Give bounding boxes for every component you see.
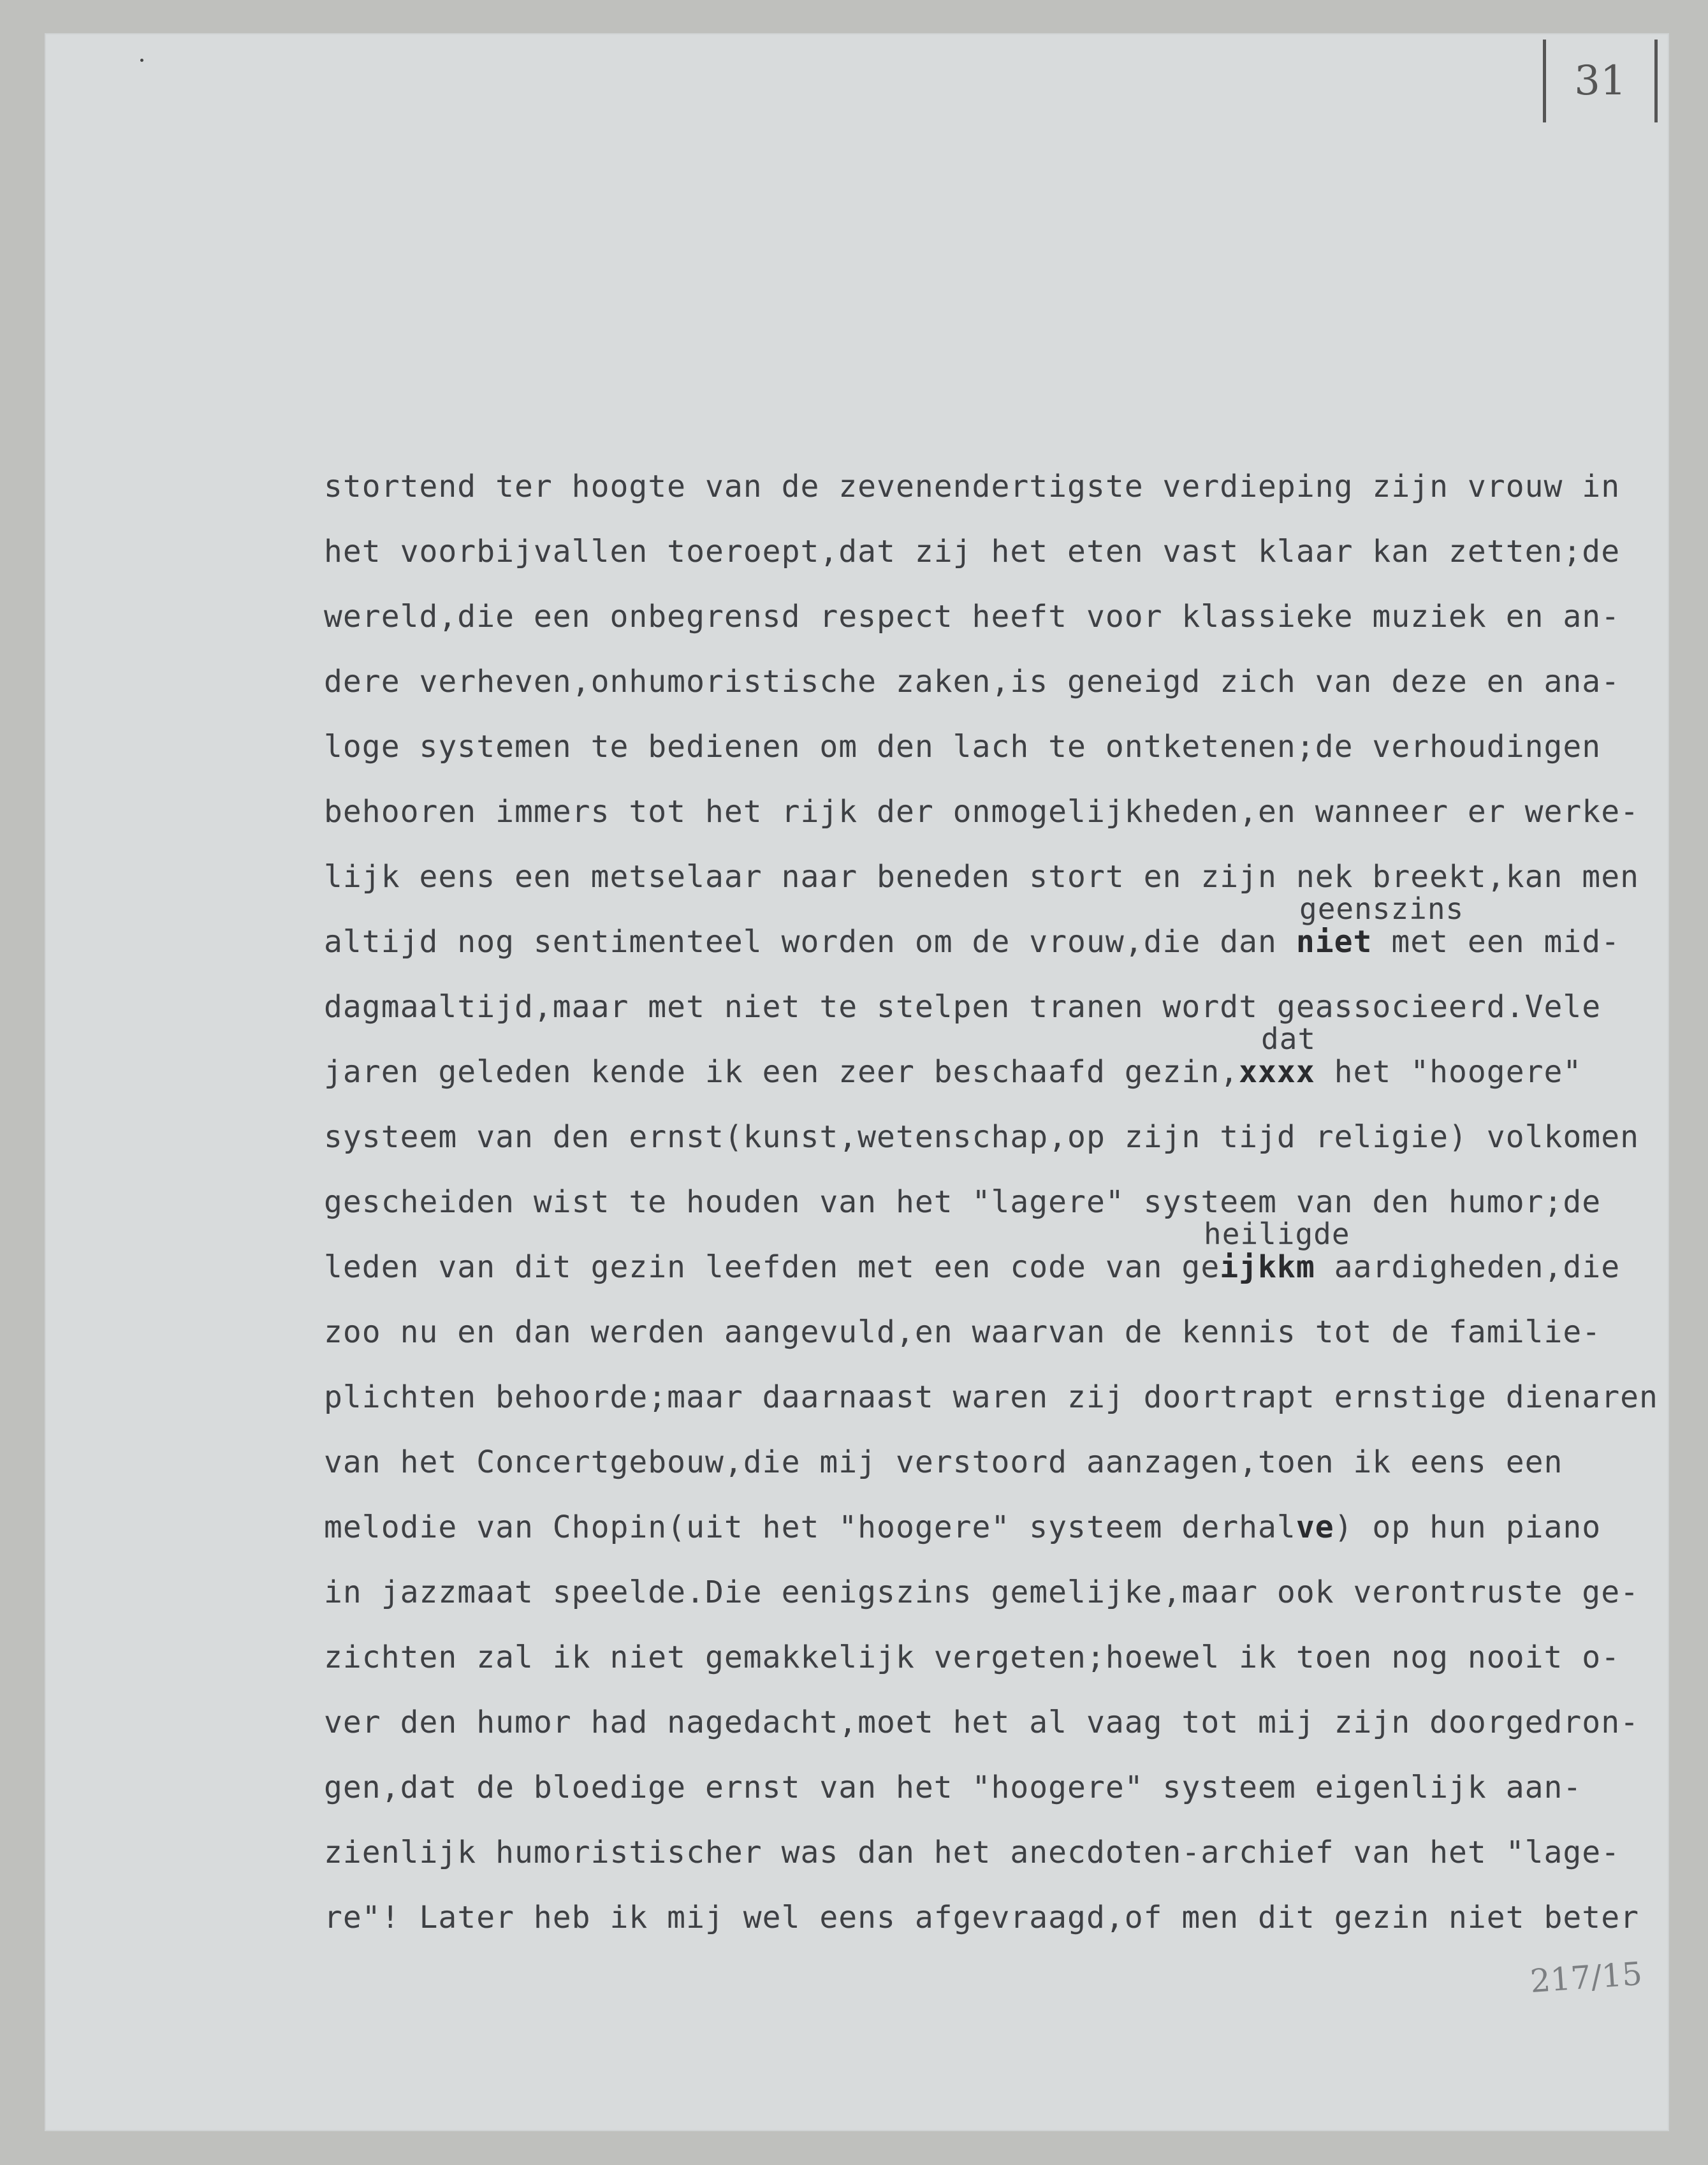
line-text: ) op hun piano	[1334, 1509, 1602, 1545]
inserted-correction: heiligde	[1204, 1217, 1350, 1251]
line-text: van het Concertgebouw,die mij verstoord aanzagen,toen ik eens een	[324, 1444, 1563, 1480]
line-text: loge systemen te bedienen om den lach te ontketenen;de verhoudingen	[324, 729, 1602, 765]
line-text: altijd nog sentimenteel worden om de vrouw,die dan	[324, 924, 1296, 960]
line-text: zichten zal ik niet gemakkelijk vergeten;hoewel ik toen nog nooit o-	[324, 1640, 1621, 1675]
inserted-correction: geenszins	[1299, 892, 1464, 926]
text-line	[324, 892, 1708, 974]
line-text: stortend ter hoogte van de zevenendertigste verdieping zijn vrouw in	[324, 469, 1621, 504]
line-text: zoo nu en dan werden aangevuld,en waarvan de kennis tot de familie-	[324, 1314, 1602, 1350]
text-line	[324, 1755, 1708, 1820]
text-line	[324, 584, 1708, 649]
struck-out-text: ijkkm	[1220, 1249, 1315, 1285]
inserted-correction: dat	[1261, 1022, 1317, 1056]
line-text: lijk eens een metselaar naar beneden stort en zijn nek breekt,kan men	[324, 859, 1639, 895]
text-line	[324, 1022, 1708, 1105]
line-text: aardigheden,die	[1315, 1249, 1621, 1285]
text-line	[324, 1365, 1708, 1430]
line-text: melodie van Chopin(uit het "hoogere" systeem derhal	[324, 1509, 1296, 1545]
text-line	[324, 1625, 1708, 1690]
line-text: ver den humor had nagedacht,moet het al vaag tot mij zijn doorgedron-	[324, 1705, 1639, 1740]
text-line	[324, 649, 1708, 714]
line-text: re"! Later heb ik mij wel eens afgevraagd,of men dit gezin niet beter	[324, 1900, 1639, 1935]
text-line	[324, 454, 1708, 519]
struck-out-text: xxxx	[1239, 1054, 1315, 1090]
line-text: gescheiden wist te houden van het "lagere" systeem van den humor;de	[324, 1184, 1602, 1220]
line-text: zienlijk humoristischer was dan het anecdoten-archief van het "lage-	[324, 1835, 1621, 1870]
text-line	[324, 1885, 1708, 1950]
typed-page	[45, 33, 1669, 2131]
line-text: wereld,die een onbegrensd respect heeft voor klassieke muziek en an-	[324, 599, 1621, 635]
text-line	[324, 1105, 1708, 1170]
text-line	[324, 714, 1708, 779]
line-text: het voorbijvallen toeroept,dat zij het eten vast klaar kan zetten;de	[324, 534, 1621, 569]
line-text: met een mid-	[1372, 924, 1621, 960]
text-line	[324, 1430, 1708, 1495]
text-line	[324, 974, 1708, 1039]
text-line	[324, 844, 1708, 909]
line-text: behooren immers tot het rijk der onmogelijkheden,en wanneer er werke-	[324, 794, 1639, 830]
line-text: jaren geleden kende ik een zeer beschaafd gezin,	[324, 1054, 1239, 1090]
text-line	[324, 1690, 1708, 1755]
text-line	[324, 1820, 1708, 1885]
text-line	[324, 1170, 1708, 1235]
text-line	[324, 1300, 1708, 1365]
line-text: in jazzmaat speelde.Die eenigszins gemelijke,maar ook verontruste ge-	[324, 1574, 1639, 1610]
struck-out-text: ve	[1296, 1509, 1334, 1545]
ink-speck	[140, 59, 143, 62]
line-text: gen,dat de bloedige ernst van het "hoogere" systeem eigenlijk aan-	[324, 1770, 1582, 1805]
struck-out-text: niet	[1296, 924, 1373, 960]
text-line	[324, 519, 1708, 584]
line-text: systeem van den ernst(kunst,wetenschap,op zijn tijd religie) volkomen	[324, 1119, 1639, 1155]
text-line	[324, 779, 1708, 844]
archive-note: 217/15	[1529, 1955, 1644, 2000]
text-line	[324, 1217, 1708, 1300]
body-text	[324, 454, 1708, 1950]
text-line	[324, 1495, 1708, 1560]
line-text: plichten behoorde;maar daarnaast waren zij doortrapt ernstige dienaren	[324, 1379, 1658, 1415]
text-line	[324, 1560, 1708, 1625]
line-text: dagmaaltijd,maar met niet te stelpen tranen wordt geassocieerd.Vele	[324, 989, 1602, 1025]
page-number: 31	[1543, 40, 1658, 122]
line-text: leden van dit gezin leefden met een code van ge	[324, 1249, 1220, 1285]
line-text: dere verheven,onhumoristische zaken,is geneigd zich van deze en ana-	[324, 664, 1621, 700]
line-text: het "hoogere"	[1315, 1054, 1582, 1090]
